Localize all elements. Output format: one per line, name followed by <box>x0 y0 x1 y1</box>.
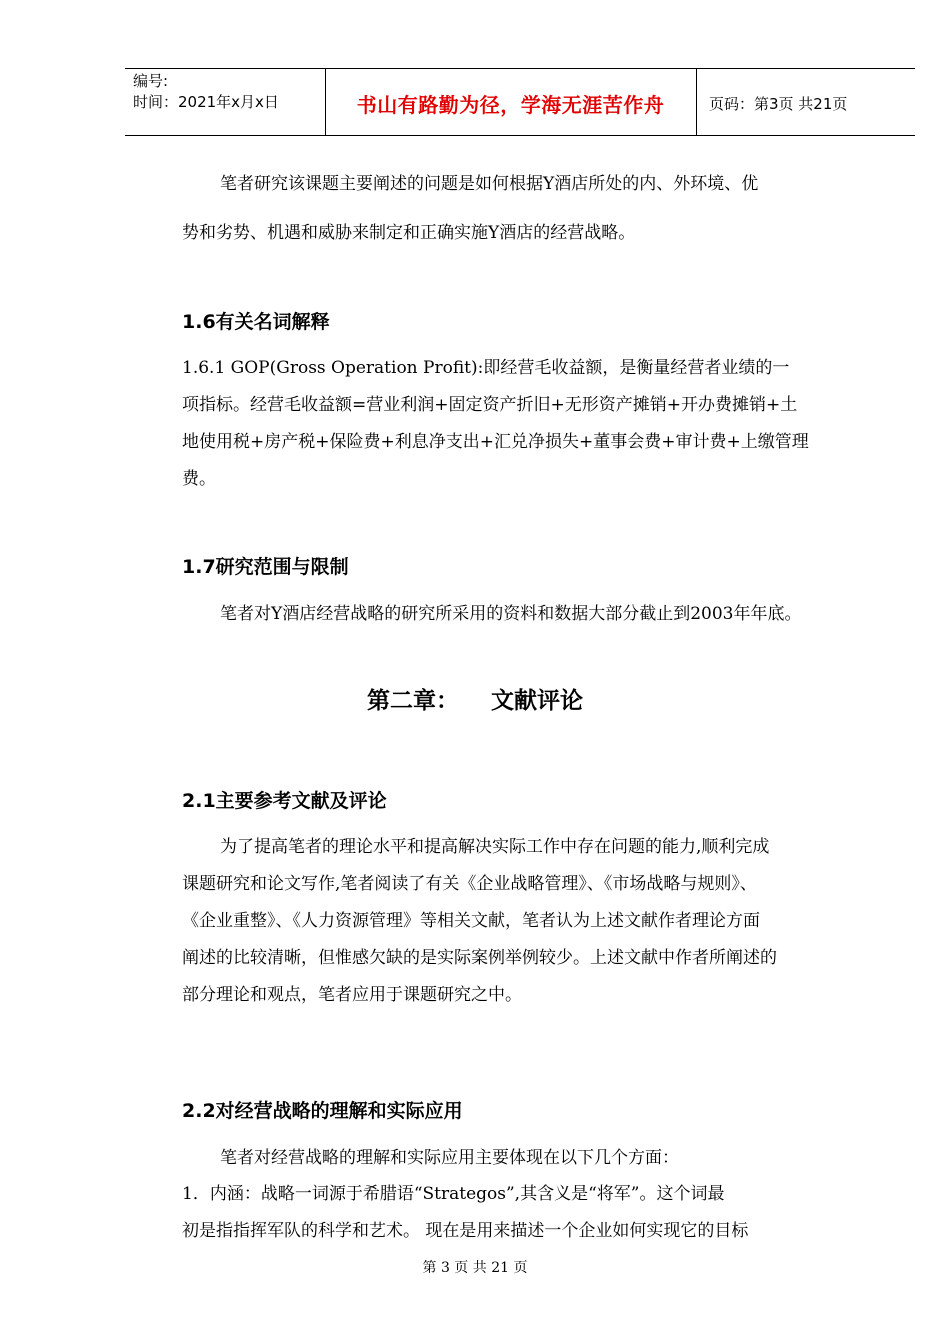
document-number-label: 编号: <box>133 72 169 90</box>
paragraph-line: 为了提高笔者的理论水平和提高解决实际工作中存在问题的能力,顺利完成 <box>220 837 770 857</box>
paragraph-line: 笔者研究该课题主要阐述的问题是如何根据Y酒店所处的内、外环境、优 <box>220 174 759 194</box>
document-time-label: 时间：2021年x月x日 <box>133 93 279 111</box>
section-heading-2-2: 2.2对经营战略的理解和实际应用 <box>182 1100 463 1122</box>
section-heading-2-1: 2.1主要参考文献及评论 <box>182 790 387 812</box>
paragraph-line: 部分理论和观点，笔者应用于课题研究之中。 <box>182 985 522 1005</box>
paragraph-line: 1．内涵：战略一词源于希腊语“Strategos”,其含义是“将军”。这个词最 <box>182 1184 725 1204</box>
paragraph-line: 费。 <box>182 469 216 489</box>
paragraph-line: 地使用税+房产税+保险费+利息净支出+汇兑净损失+董事会费+审计费+上缴管理 <box>182 432 809 452</box>
page-footer: 第 3 页 共 21 页 <box>422 1260 528 1276</box>
paragraph-line: 笔者对经营战略的理解和实际应用主要体现在以下几个方面： <box>220 1148 679 1168</box>
paragraph-line: 课题研究和论文写作,笔者阅读了有关《企业战略管理》、《市场战略与规则》、 <box>182 874 757 894</box>
paragraph-line: 《企业重整》、《人力资源管理》等相关文献，笔者认为上述文献作者理论方面 <box>182 911 760 931</box>
header-page-info: 页码：第3页 共21页 <box>709 95 848 113</box>
paragraph-line: 1.6.1 GOP(Gross Operation Profit):即经营毛收益额，是衡量经营者业绩的一 <box>182 358 790 378</box>
header-meta <box>133 71 279 113</box>
chapter-title: 第二章： 文献评论 <box>366 688 584 714</box>
header-motto: 书山有路勤为径，学海无涯苦作舟 <box>356 93 665 117</box>
section-heading-1-7: 1.7研究范围与限制 <box>182 556 349 578</box>
paragraph-line: 项指标。经营毛收益额=营业利润+固定资产折旧+无形资产摊销+开办费摊销+土 <box>182 395 798 415</box>
section-heading-1-6: 1.6有关名词解释 <box>182 311 330 333</box>
paragraph-line: 势和劣势、机遇和威胁来制定和正确实施Y酒店的经营战略。 <box>182 223 636 243</box>
paragraph-line: 初是指指挥军队的科学和艺术。 现在是用来描述一个企业如何实现它的目标 <box>182 1221 749 1241</box>
paragraph-line: 阐述的比较清晰，但惟感欠缺的是实际案例举例较少。上述文献中作者所阐述的 <box>182 948 777 968</box>
paragraph-line: 笔者对Y酒店经营战略的研究所采用的资料和数据大部分截止到2003年年底。 <box>220 604 802 624</box>
header-divider <box>696 69 697 135</box>
page-header <box>125 68 915 136</box>
